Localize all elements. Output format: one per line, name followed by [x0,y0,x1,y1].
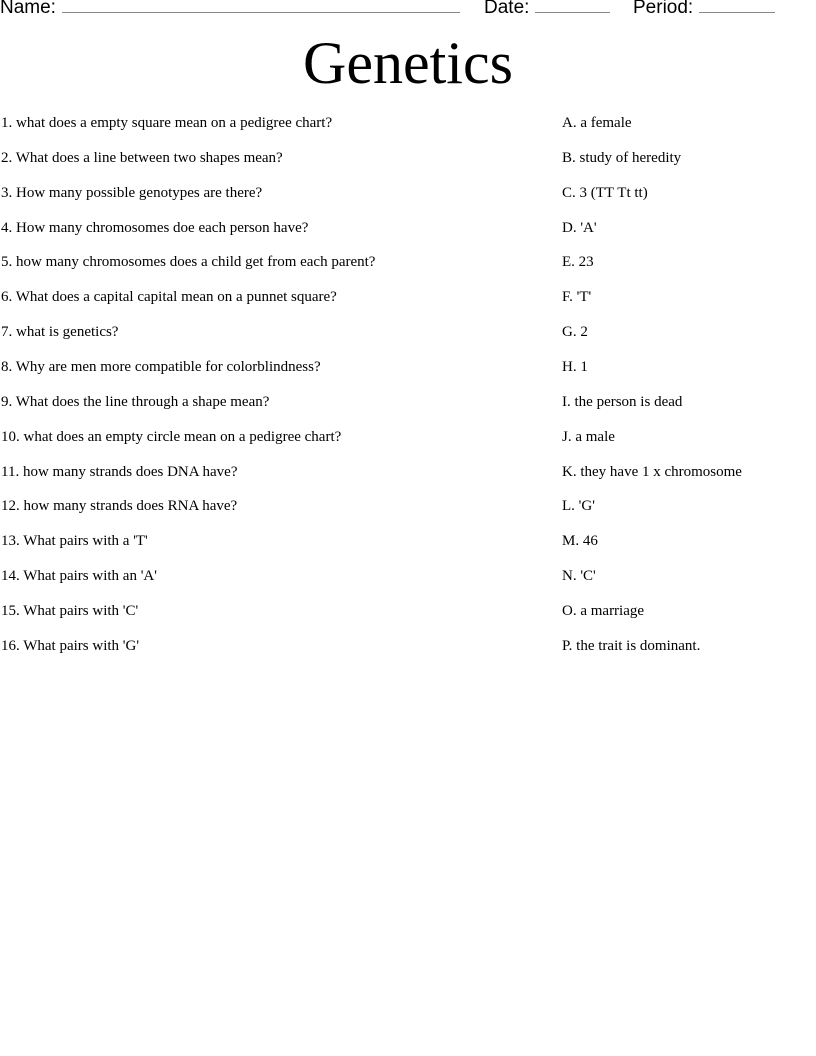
name-blank[interactable] [62,0,460,13]
answer-item: K. they have 1 x chromosome [562,463,742,480]
answer-item: I. the person is dead [562,393,683,410]
answer-item: E. 23 [562,254,594,271]
period-field[interactable] [633,0,775,19]
question-item: 16. What pairs with 'G' [1,637,140,654]
answer-item: G. 2 [562,324,588,341]
period-blank[interactable] [699,0,775,13]
question-item: 9. What does the line through a shape mean? [1,393,270,410]
question-item: 11. how many strands does DNA have? [1,463,238,480]
question-item: 2. What does a line between two shapes mean? [1,149,283,166]
date-blank[interactable] [535,0,610,13]
question-item: 12. how many strands does RNA have? [1,498,238,515]
answer-item: C. 3 (TT Tt tt) [562,184,648,201]
question-item: 15. What pairs with 'C' [1,602,139,619]
question-item: 3. How many possible genotypes are there? [1,184,263,201]
period-label: Period: [633,0,694,18]
answer-item: P. the trait is dominant. [562,637,701,654]
name-label: Name: [0,0,56,18]
answer-item: F. 'T' [562,289,592,306]
question-item: 7. what is genetics? [1,324,119,341]
question-item: 5. how many chromosomes does a child get from each parent? [1,254,376,271]
answer-item: J. a male [562,428,615,445]
question-item: 4. How many chromosomes doe each person have? [1,219,309,236]
answer-item: O. a marriage [562,602,645,619]
answer-item: D. 'A' [562,219,597,236]
page-title: Genetics [303,30,513,96]
answer-item: A. a female [562,115,632,131]
answer-item: M. 46 [562,533,598,550]
question-item: 6. What does a capital capital mean on a punnet square? [1,289,337,306]
answer-item: N. 'C' [562,568,596,585]
question-item: 1. what does a empty square mean on a pedigree chart? [1,115,333,131]
question-item: 14. What pairs with an 'A' [1,568,157,585]
date-field[interactable] [484,0,610,19]
name-field[interactable] [0,0,460,19]
answer-item: H. 1 [562,358,588,375]
answer-item: B. study of heredity [562,149,682,166]
answer-item: L. 'G' [562,498,595,515]
question-item: 10. what does an empty circle mean on a pedigree chart? [1,428,342,445]
date-label: Date: [484,0,530,18]
question-item: 8. Why are men more compatible for colorblindness? [1,358,321,375]
question-item: 13. What pairs with a 'T' [1,533,148,550]
